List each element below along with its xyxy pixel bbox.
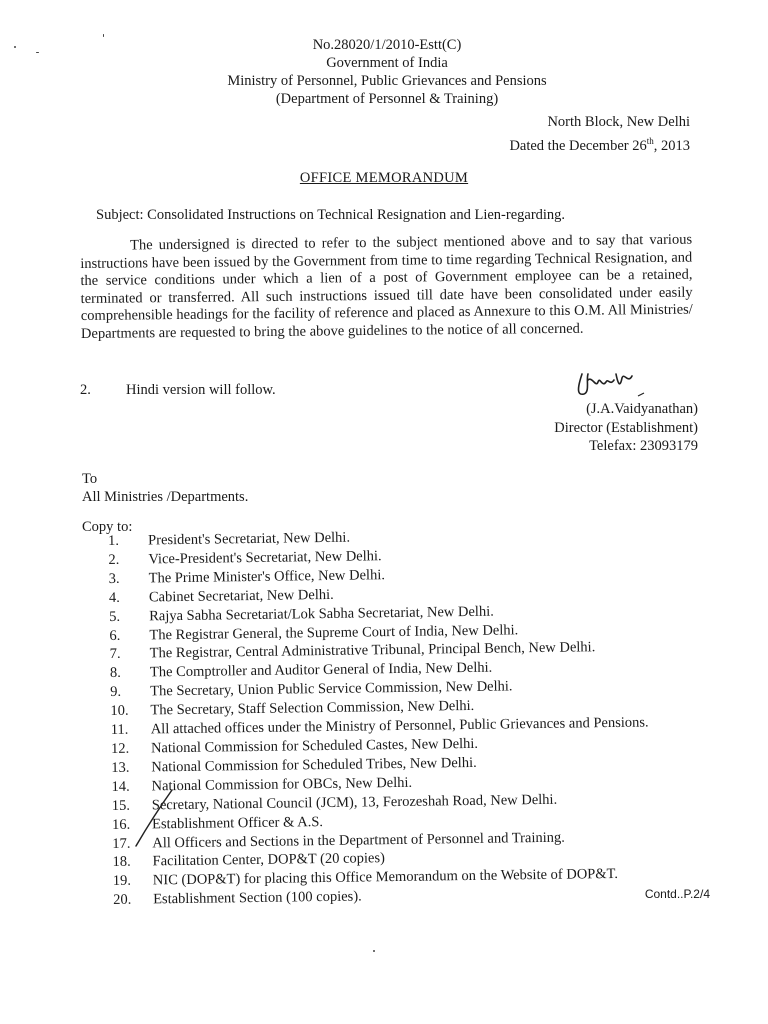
list-item-number: 13. [111,759,130,776]
paragraph-2-number: 2. [80,382,91,398]
list-item-text: National Commission for OBCs, New Delhi. [151,774,413,795]
document-title-text: OFFICE MEMORANDUM [299,170,469,186]
scan-speck [373,950,375,952]
list-item-number: 12. [110,740,130,757]
document-title [0,170,768,187]
list-item-text: All Officers and Sections in the Department of Personnel and Training. [152,829,565,851]
list-item-text: All attached offices under the Ministry of Personnel, Public Grievances and Pensions. [150,714,649,738]
list-item-number: 14. [111,778,130,795]
list-item-text: National Commission for Scheduled Castes, New Delhi. [150,735,479,757]
signatory-designation: Director (Establishment) [554,419,698,436]
list-item-number: 20. [113,891,132,909]
list-item-number: 6. [109,627,121,644]
list-item-number: 9. [110,684,122,701]
list-item-text: The Secretary, Staff Selection Commission, New Delhi. [150,698,475,719]
handwritten-tick-mark [128,788,178,850]
list-item-text: The Prime Minister's Office, New Delhi. [148,566,386,587]
to-label: To [82,471,98,487]
paragraph-1 [80,232,693,343]
scan-speck [36,52,39,53]
list-item-text: Cabinet Secretariat, New Delhi. [148,586,334,606]
scan-speck [14,46,16,48]
scan-speck [103,34,104,37]
list-item-number: 4. [108,589,120,606]
list-item-number: 18. [112,854,131,871]
list-item-text: National Commission for Scheduled Tribes, New Delhi. [151,754,477,776]
list-item-text: Secretary, National Council (JCM), 13, Ferozeshah Road, New Delhi. [151,791,558,814]
addressee-block [82,470,248,506]
date-prefix: Dated the December 26 [509,137,647,154]
list-item-text: The Secretary, Union Public Service Commission, New Delhi. [150,678,513,700]
list-item-number: 16. [111,816,131,833]
signature-block [554,400,698,456]
list-item-number: 8. [109,665,121,682]
copy-to-list [108,524,693,910]
list-item-number: 5. [109,608,121,625]
department-name: (Department of Personnel & Training) [275,91,499,107]
list-item-text: Establishment Officer & A.S. [151,813,324,833]
to-recipient: All Ministries /Departments. [82,489,249,505]
list-item-text: The Registrar, Central Administrative Tribunal, Principal Bench, New Delhi. [149,639,596,662]
list-item-number: 11. [110,721,129,739]
list-item-number: 10. [110,702,129,720]
list-item-text: Establishment Section (100 copies). [153,888,362,908]
date [509,132,690,156]
ministry-name: Ministry of Personnel, Public Grievances and Pensions [227,73,547,89]
list-item-number: 3. [108,570,120,587]
signatory-telefax: Telefax: 23093179 [589,438,698,454]
location: North Block, New Delhi [547,114,690,130]
list-item-text: Facilitation Center, DOP&T (20 copies) [152,850,386,870]
letterhead [0,36,768,108]
list-item-text: The Registrar General, the Supreme Court of India, New Delhi. [149,621,519,643]
handwritten-signature [574,366,654,402]
list-item-number: 2. [108,551,120,568]
subject-line: Subject: Consolidated Instructions on Technical Resignation and Lien-regarding. [96,207,566,223]
place-and-date [509,113,690,156]
government-name: Government of India [326,55,448,71]
paragraph-1-text: The undersigned is directed to refer to the subject mentioned above and to say that various instructions have been issued by the Government from time to time regarding Technical Resignation, and the service conditions under which a lien of a post of Government employee can be a retained, terminated or transferred. All such instructions issued till date have been consolidated under easily comprehensible headings for the facility of reference and placed as Annexure to this O.M. All Ministries/ Departments are requested to bring the above guidelines to the notice of all concerned. [80,231,693,342]
list-item-number: 19. [112,873,132,890]
copy-to-label: Copy to: [82,519,133,535]
list-item-number: 17. [112,835,131,852]
continuation-note: Contd..P.2/4 [644,887,710,901]
list-item-text: Vice-President's Secretariat, New Delhi. [148,548,382,568]
list-item-text: Rajya Sabha Secretariat/Lok Sabha Secretariat, New Delhi. [149,603,494,625]
list-item-number: 1. [108,532,120,549]
list-item-text: NIC (DOP&T) for placing this Office Memorandum on the Website of DOP&T. [152,866,619,889]
paragraph-2-text: Hindi version will follow. [126,382,276,398]
signatory-name: (J.A.Vaidyanathan) [586,401,698,417]
list-item-text: The Comptroller and Auditor General of India, New Delhi. [149,659,493,681]
date-suffix: , 2013 [653,137,690,154]
list-item-number: 15. [111,797,131,814]
paragraph-2 [80,382,380,399]
list-item-text: President's Secretariat, New Delhi. [148,529,351,549]
list-item-number: 7. [109,646,121,663]
file-number: No.28020/1/2010-Estt(C) [312,37,462,53]
date-ordinal: th [646,136,654,146]
